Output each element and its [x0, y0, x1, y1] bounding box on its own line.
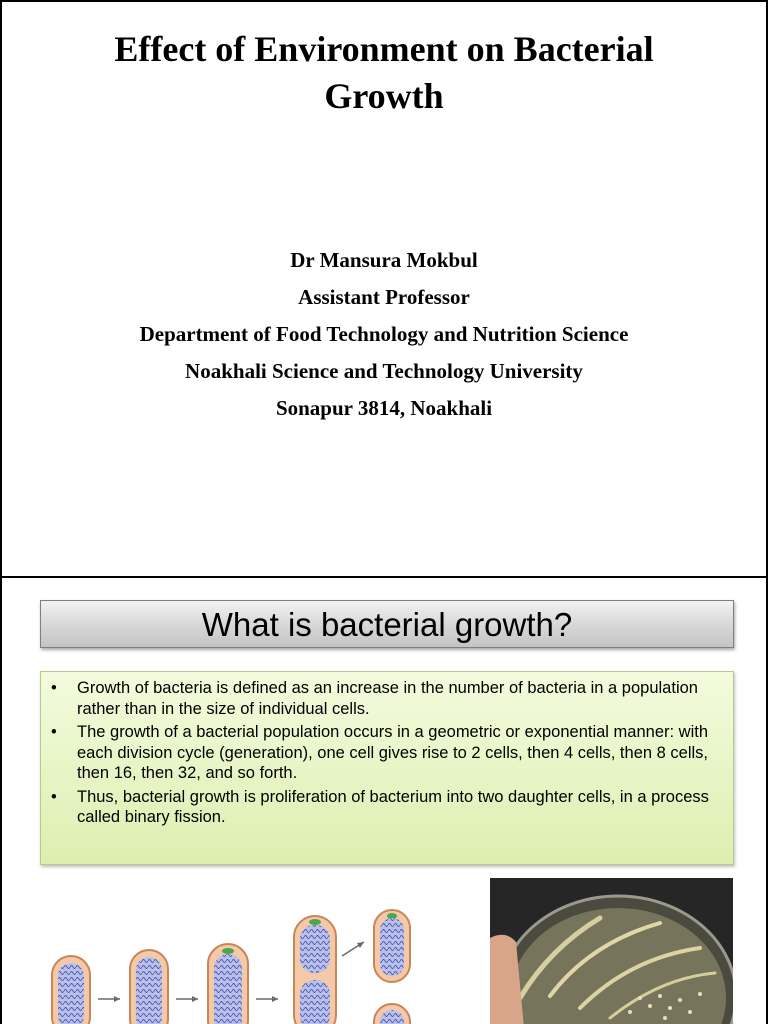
bullet-box: [40, 671, 734, 865]
bacterium-cell-4: [294, 916, 336, 1024]
bacterium-cell-3: [208, 944, 248, 1024]
arrowhead-icon: [114, 996, 120, 1002]
bullet-icon: •: [51, 787, 57, 806]
slide-heading: What is bacterial growth?: [40, 600, 734, 648]
bullet-icon: •: [51, 723, 57, 741]
bacterium-cell-1: [52, 956, 90, 1024]
title-line-2: Growth: [324, 76, 444, 116]
author-address: Sonapur 3814, Noakhali: [275, 396, 493, 420]
slide-title: [22, 26, 746, 120]
daughter-cell-top: [374, 910, 410, 982]
list-item: [47, 787, 725, 828]
arrowhead-icon: [192, 996, 198, 1002]
bacterium-cell-2: [130, 950, 168, 1024]
author-position: Assistant Professor: [298, 285, 470, 309]
binary-fission-diagram: [40, 898, 480, 1024]
bullet-text: Growth of bacteria is defined as an increase in the number of bacteria in a population rather than in the size of individual cells.: [77, 679, 698, 718]
daughter-cell-bottom: [374, 1004, 410, 1024]
author-department: Department of Food Technology and Nutrition Science: [139, 322, 629, 346]
bullet-icon: •: [51, 679, 57, 697]
author-info: [2, 242, 766, 427]
list-item: [47, 678, 725, 719]
petri-dish-photo: [490, 878, 733, 1024]
author-university: Noakhali Science and Technology University: [185, 359, 583, 383]
bullet-text: Thus, bacterial growth is proliferation of bacterium into two daughter cells, in a process called binary fission.: [77, 787, 709, 826]
title-line-1: Effect of Environment on Bacterial: [114, 29, 654, 69]
bullet-text: The growth of a bacterial population occurs in a geometric or exponential manner: with each division cycle (generation), one cell gives rise to 2 cells, then 4 cells, then 8 cells, then 16, then 32, and so forth.: [77, 723, 709, 782]
author-name: Dr Mansura Mokbul: [290, 248, 478, 272]
arrowhead-icon: [272, 996, 278, 1002]
content-slide: [0, 577, 768, 1024]
list-item: [47, 722, 725, 784]
bullet-list: [47, 678, 725, 828]
